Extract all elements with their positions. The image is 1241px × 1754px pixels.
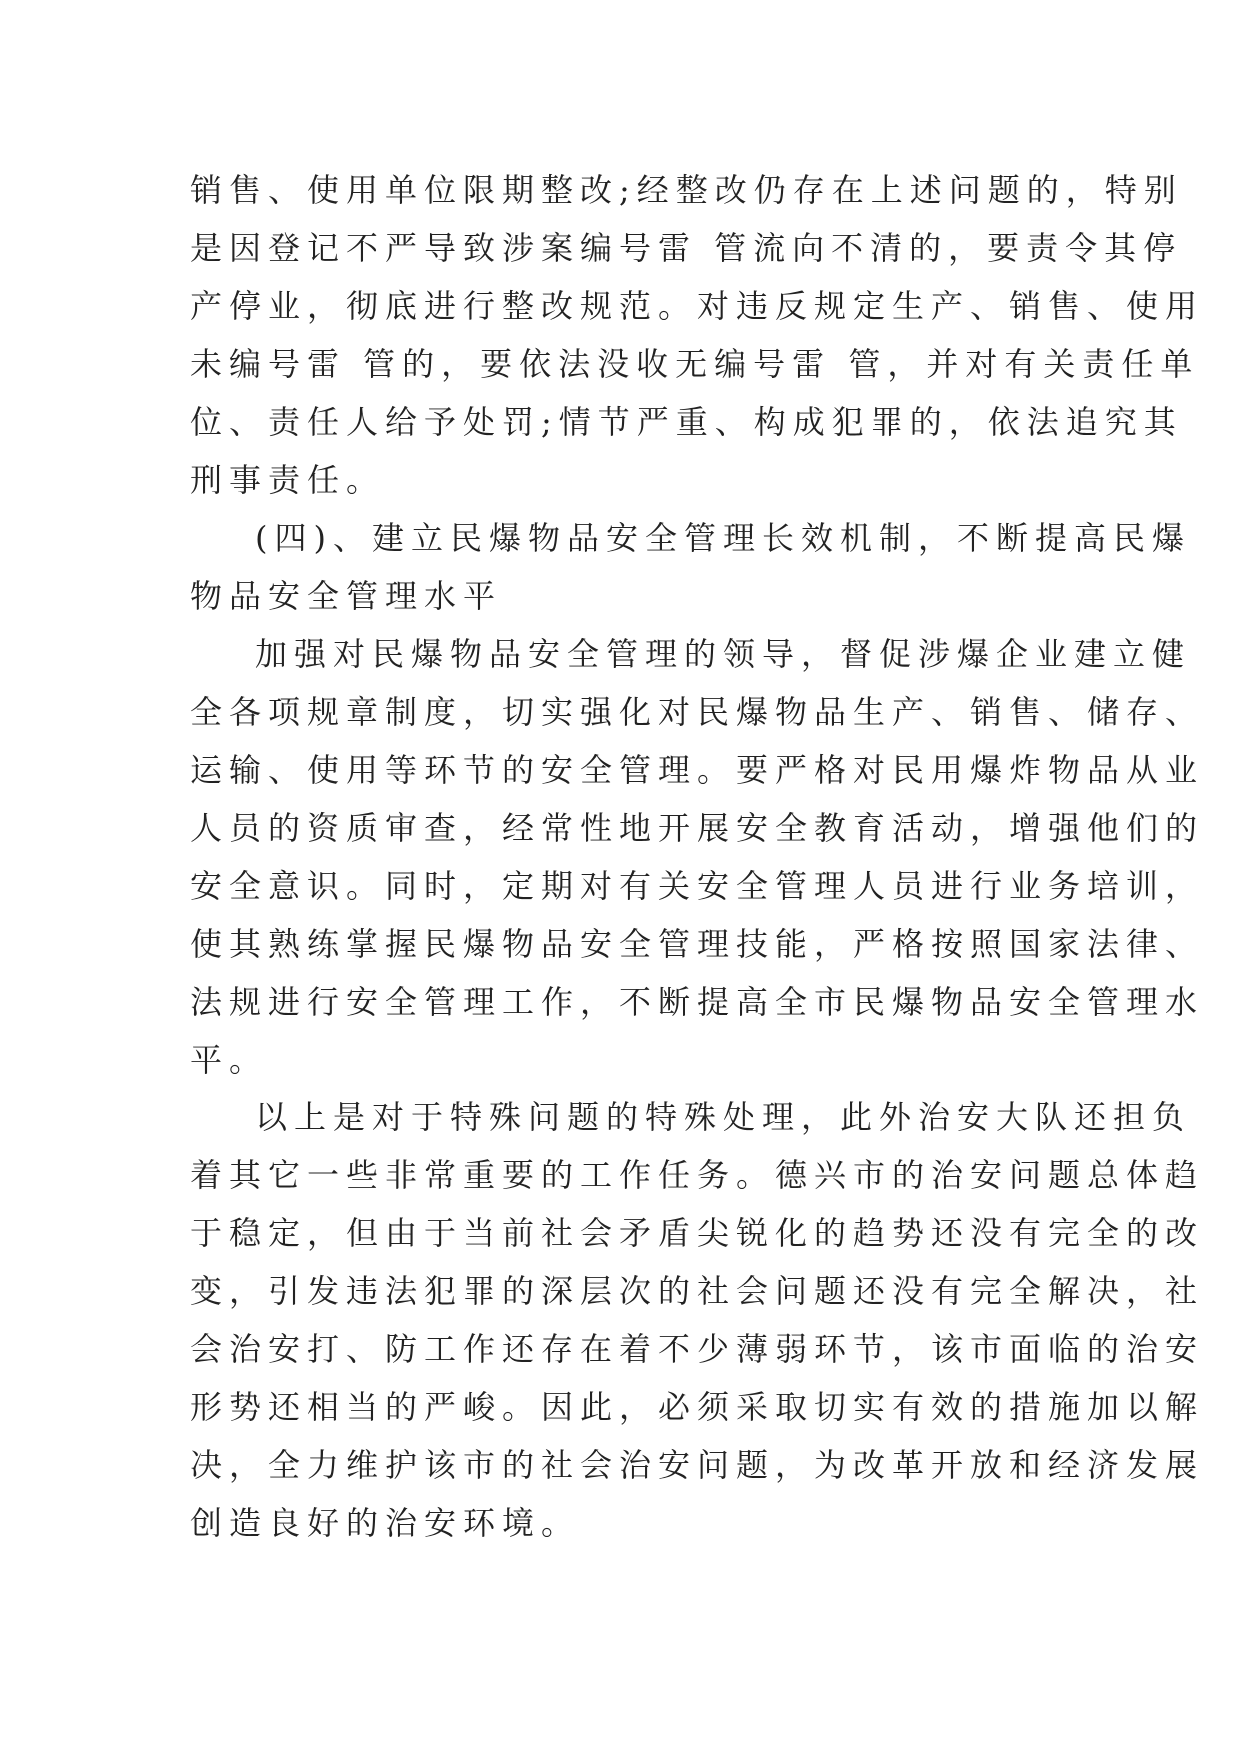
text-line: 加强对民爆物品安全管理的领导，督促涉爆企业建立健 (255, 635, 1192, 673)
text-line: 法规进行安全管理工作，不断提高全市民爆物品安全管理水 (190, 983, 1205, 1021)
text-line: 平。 (190, 1041, 269, 1079)
text-line: 未编号雷 管的，要依法没收无编号雷 管，并对有关责任单 (190, 345, 1200, 383)
paragraph-rectification (190, 161, 1205, 509)
text-line: 使其熟练掌握民爆物品安全管理技能，严格按照国家法律、 (190, 925, 1205, 963)
text-line: 创造良好的治安环境。 (190, 1504, 581, 1542)
heading-line: (四)、建立民爆物品安全管理长效机制，不断提高民爆 (255, 519, 1191, 557)
section-heading-4 (190, 509, 1191, 625)
paragraph-management (190, 625, 1205, 1089)
heading-line: 物品安全管理水平 (190, 577, 503, 615)
text-line: 销售、使用单位限期整改;经整改仍存在上述问题的，特别 (190, 171, 1183, 209)
text-line: 运输、使用等环节的安全管理。要严格对民用爆炸物品从业 (190, 751, 1205, 789)
text-line: 安全意识。同时，定期对有关安全管理人员进行业务培训， (190, 867, 1205, 905)
text-line: 着其它一些非常重要的工作任务。德兴市的治安问题总体趋 (190, 1156, 1205, 1194)
text-line: 变，引发违法犯罪的深层次的社会问题还没有完全解决，社 (190, 1272, 1205, 1310)
text-line: 以上是对于特殊问题的特殊处理，此外治安大队还担负 (255, 1098, 1192, 1136)
text-line: 刑事责任。 (190, 461, 386, 499)
text-line: 会治安打、防工作还存在着不少薄弱环节，该市面临的治安 (190, 1330, 1205, 1368)
text-line: 全各项规章制度，切实强化对民爆物品生产、销售、储存、 (190, 693, 1205, 731)
text-line: 是因登记不严导致涉案编号雷 管流向不清的，要责令其停 (190, 229, 1183, 267)
paragraph-summary (190, 1088, 1205, 1552)
text-line: 形势还相当的严峻。因此，必须采取切实有效的措施加以解 (190, 1388, 1205, 1426)
text-line: 位、责任人给予处罚;情节严重、构成犯罪的，依法追究其 (190, 403, 1183, 441)
text-line: 产停业，彻底进行整改规范。对违反规定生产、销售、使用 (190, 287, 1205, 325)
text-line: 于稳定，但由于当前社会矛盾尖锐化的趋势还没有完全的改 (190, 1214, 1205, 1252)
text-line: 人员的资质审查，经常性地开展安全教育活动，增强他们的 (190, 809, 1205, 847)
text-line: 决，全力维护该市的社会治安问题，为改革开放和经济发展 (190, 1446, 1205, 1484)
